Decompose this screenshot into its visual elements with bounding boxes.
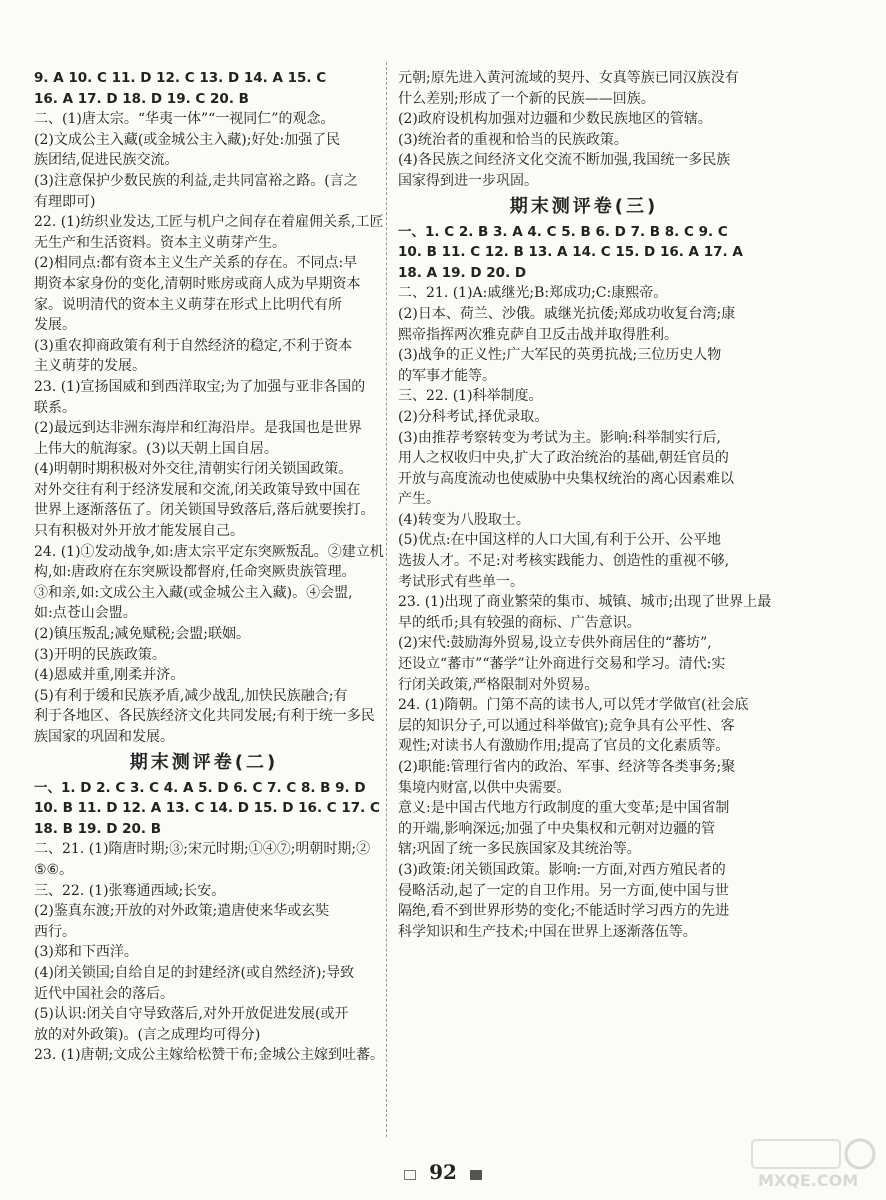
answer-line: (2)相同点:都有资本主义生产关系的存在。不同点:早	[34, 255, 358, 272]
answer-line: (3)注意保护少数民族的利益,走共同富裕之路。(言之	[34, 172, 358, 189]
answer-key-line: 16. A 17. D 18. D 19. C 20. B	[34, 90, 249, 107]
answer-line: 开放与高度流动也使威胁中央集权统治的离心因素难以	[398, 470, 734, 487]
answer-line: (4)闭关锁国;自给自足的封建经济(或自然经济);导致	[34, 964, 355, 981]
answer-line: 三、22. (1)科举制度。	[398, 388, 543, 405]
watermark-logo	[748, 1132, 878, 1192]
answer-line: (2)宋代:鼓励海外贸易,设立专供外商居住的“蕃坊”,	[398, 635, 712, 652]
answer-line: (2)政府设机构加强对边疆和少数民族地区的管辖。	[398, 111, 712, 128]
answer-line: (5)认识:闭关自守导致落后,对外开放促进发展(或开	[34, 1006, 349, 1023]
answer-line: 观性;对读书人有激励作用;提高了官员的文化素质等。	[398, 738, 730, 755]
answer-line: (5)有利于缓和民族矛盾,减少战乱,加快民族融合;有	[34, 687, 348, 704]
answer-line: (3)由推荐考察转变为考试为主。影响:科举制实行后,	[398, 429, 721, 446]
ornament-right-icon	[470, 1170, 482, 1180]
answer-line: 早的纸币;具有较强的商标、广告意识。	[398, 614, 641, 631]
answer-key-line: 18. A 19. D 20. D	[398, 264, 527, 281]
answer-line: 考试形式有些单一。	[398, 573, 524, 590]
answer-line: 二、21. (1)A:戚继光;B:郑成功;C:康熙帝。	[398, 285, 668, 302]
answer-line: 23. (1)出现了商业繁荣的集市、城镇、城市;出现了世界上最	[398, 594, 772, 611]
answer-line: 放的对外政策)。(言之成理均可得分)	[34, 1026, 261, 1043]
answer-line: 的开端,影响深远;加强了中央集权和元朝对边疆的管	[398, 820, 716, 837]
answer-line: 22. (1)纺织业发达,工匠与机户之间存在着雇佣关系,工匠	[34, 214, 384, 231]
answer-line: (4)各民族之间经济文化交流不断加强,我国统一多民族	[398, 152, 731, 169]
answer-line: (2)最远到达非洲东海岸和红海沿岸。是我国也是世界	[34, 420, 362, 437]
answer-line: 上伟大的航海家。(3)以天朝上国自居。	[34, 440, 278, 457]
answer-line: 23. (1)宣扬国威和到西洋取宝;为了加强与亚非各国的	[34, 378, 366, 395]
answer-line: (2)日本、荷兰、沙俄。戚继光抗倭;郑成功收复台湾;康	[398, 305, 736, 322]
answer-line: 如:点苍山会盟。	[34, 605, 137, 622]
answer-line: 近代中国社会的落后。	[34, 985, 174, 1002]
section-heading: 期末测评卷(二)	[129, 751, 279, 773]
answer-line: (5)优点:在中国这样的人口大国,有利于公开、公平地	[398, 532, 721, 549]
answer-line: 什么差别;形成了一个新的民族——回族。	[398, 90, 655, 107]
answer-line: 二、(1)唐太宗。“华夷一体”“一视同仁”的观念。	[34, 111, 335, 128]
answer-line: 选拔人才。不足:对考核实践能力、创造性的重视不够,	[398, 553, 730, 570]
answer-line: 国家得到进一步巩固。	[398, 172, 538, 189]
answer-line: 23. (1)唐朝;文成公主嫁给松赞干布;金城公主嫁到吐蕃。	[34, 1047, 384, 1064]
ornament-left-icon	[404, 1170, 416, 1180]
answer-line: (3)开明的民族政策。	[34, 646, 166, 663]
answer-line: 24. (1)隋朝。门第不高的读书人,可以凭才学做官(社会底	[398, 697, 749, 714]
answer-line: (2)文成公主入藏(或金城公主入藏);好处:加强了民	[34, 131, 341, 148]
answer-line: 期资本家身份的变化,清朝时账房或商人成为早期资本	[34, 275, 361, 292]
answer-line: 侵略活动,起了一定的自卫作用。另一方面,使中国与世	[398, 882, 729, 899]
answer-line: 对外交往有利于经济发展和交流,闭关政策导致中国在	[34, 481, 361, 498]
answer-line: 族团结,促进民族交流。	[34, 152, 179, 169]
answer-line: 家。说明清代的资本主义萌芽在形式上比明代有所	[34, 296, 342, 313]
left-column	[34, 68, 384, 1066]
answer-line: 世界上逐渐落伍了。闭关锁国导致落后,落后就要挨打。	[34, 502, 375, 519]
answer-line: (3)统治者的重视和恰当的民族政策。	[398, 131, 628, 148]
page-number: 92	[429, 1160, 457, 1184]
answer-line: (3)重农抑商政策有利于自然经济的稳定,不利于资本	[34, 337, 353, 354]
answer-key-line: 一、1. C 2. B 3. A 4. C 5. B 6. D 7. B 8. C 9. C	[398, 223, 728, 240]
answer-line: 西行。	[34, 923, 76, 940]
answer-line: (2)镇压叛乱;减免赋税;会盟;联姻。	[34, 626, 250, 643]
answer-line: (3)郑和下西洋。	[34, 944, 138, 961]
watermark-text: MXQE.COM	[758, 1171, 859, 1190]
answer-line: 只有积极对外开放才能发展自己。	[34, 523, 244, 540]
answer-line: 产生。	[398, 491, 440, 508]
answer-line: 有理即可)	[34, 193, 96, 210]
answer-key-line: 10. B 11. D 12. A 13. C 14. D 15. D 16. C 17. C	[34, 800, 380, 817]
answer-line: 还设立“蕃市”“蕃学”让外商进行交易和学习。清代:实	[398, 656, 726, 673]
answer-key-line: 9. A 10. C 11. D 12. C 13. D 14. A 15. C	[34, 70, 327, 86]
answer-line: 意义:是中国古代地方行政制度的重大变革;是中国省制	[398, 800, 730, 817]
answer-line: (3)战争的正义性;广大军民的英勇抗战;三位历史人物	[398, 347, 722, 364]
answer-line: 隔绝,看不到世界形势的变化;不能适时学习西方的先进	[398, 903, 730, 920]
answer-line: 主义萌芽的发展。	[34, 358, 146, 375]
answer-line: 发展。	[34, 317, 76, 334]
answer-line: (4)明朝时期积极对外交往,清朝实行闭关锁国政策。	[34, 461, 353, 478]
answer-line: 二、21. (1)隋唐时期;③;宋元时期;①④⑦;明朝时期;②	[34, 841, 371, 858]
answer-line: (3)政策:闭关锁国政策。影响:一方面,对西方殖民者的	[398, 861, 726, 878]
answer-line: 联系。	[34, 399, 76, 416]
answer-line: 24. (1)①发动战争,如:唐太宗平定东突厥叛乱。②建立机	[34, 543, 384, 560]
answer-line: 族国家的巩固和发展。	[34, 729, 174, 745]
answer-line: 构,如:唐政府在东突厥设都督府,任命突厥贵族管理。	[34, 564, 356, 581]
answer-line: 无生产和生活资料。资本主义萌芽产生。	[34, 234, 286, 251]
answer-line: (4)恩威并重,刚柔并济。	[34, 667, 185, 684]
right-column	[398, 68, 770, 942]
answer-line: (2)鉴真东渡;开放的对外政策;遣唐使来华或玄奘	[34, 903, 330, 920]
answer-line: 集境内财富,以供中央需要。	[398, 779, 571, 796]
answer-line: 利于各地区、各民族经济文化共同发展;有利于统一多民	[34, 708, 375, 725]
answer-line: 层的知识分子,可以通过科举做官);竞争具有公平性、客	[398, 717, 735, 734]
answer-line: 用人之权收归中央,扩大了政治统治的基础,朝廷官员的	[398, 450, 729, 467]
answer-key-line: 10. B 11. C 12. B 13. A 14. C 15. D 16. A 17. A	[398, 244, 743, 261]
answer-line: 行闭关政策,严格限制对外贸易。	[398, 676, 599, 693]
answer-line: 的军事才能等。	[398, 367, 496, 384]
answer-key-line: 18. B 19. D 20. B	[34, 820, 162, 837]
answer-line: (2)职能:管理行省内的政治、军事、经济等各类事务;聚	[398, 759, 736, 775]
answer-line: 科学知识和生产技术;中国在世界上逐渐落伍等。	[398, 923, 697, 940]
answer-line: (2)分科考试,择优录取。	[398, 408, 549, 425]
answer-line: 三、22. (1)张骞通西域;长安。	[34, 882, 226, 899]
column-divider	[386, 62, 388, 1137]
answer-line: ⑤⑥。	[34, 861, 74, 878]
answer-line: 辖;巩固了统一多民族国家及其统治等。	[398, 841, 641, 858]
answer-line: ③和亲,如:文成公主入藏(或金城公主入藏)。④会盟,	[34, 584, 353, 601]
answer-key-line: 一、1. D 2. C 3. C 4. A 5. D 6. C 7. C 8. B 9. D	[34, 779, 366, 796]
answer-line: (4)转变为八股取士。	[398, 511, 530, 528]
answer-line: 元朝;原先进入黄河流域的契丹、女真等族已同汉族没有	[398, 70, 739, 86]
answer-line: 熙帝指挥两次雅克萨自卫反击战并取得胜利。	[398, 326, 678, 343]
section-heading: 期末测评卷(三)	[509, 195, 659, 217]
